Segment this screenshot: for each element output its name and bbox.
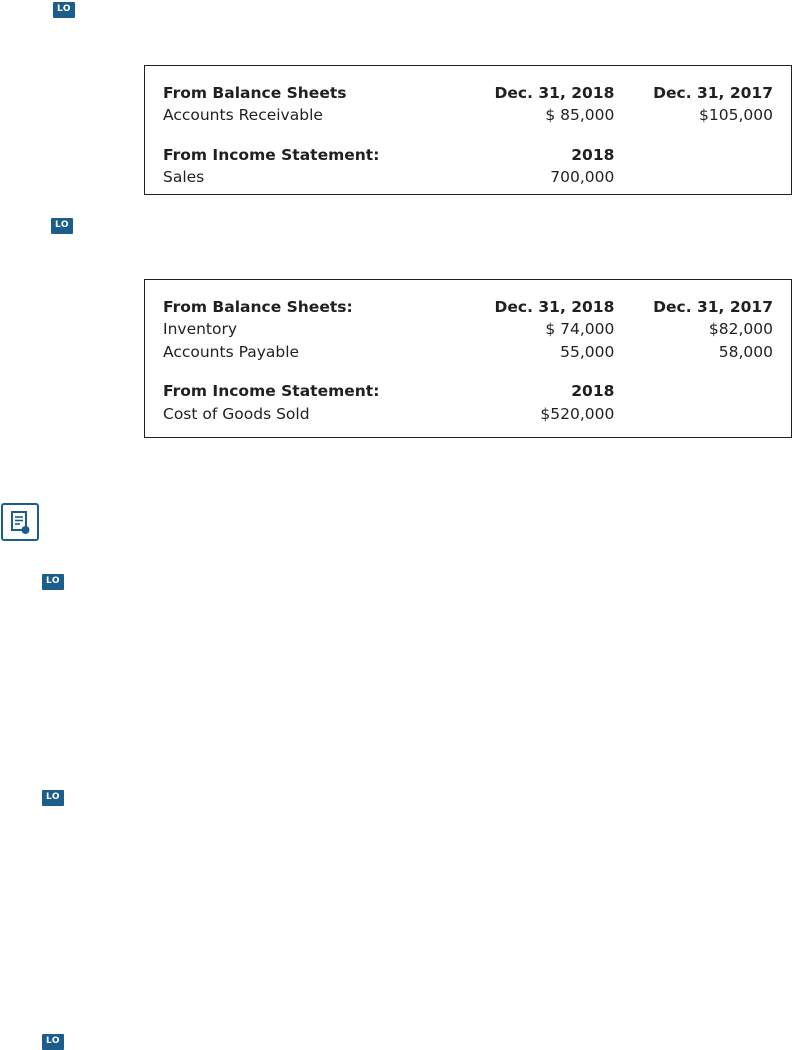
row-value-2017	[614, 127, 773, 144]
row-label: From Balance Sheets	[163, 84, 347, 102]
exhibit-accounts-receivable	[144, 65, 792, 195]
table-row	[163, 82, 773, 104]
table-spacer-row	[163, 127, 773, 144]
row-value-2017: $105,000	[699, 106, 773, 125]
row-value-2018: 2018	[571, 382, 615, 401]
document-report-icon[interactable]	[1, 503, 39, 541]
table-row	[163, 166, 773, 188]
row-label: Accounts Receivable	[163, 106, 323, 125]
table-row	[163, 144, 773, 166]
table-spacer-row	[163, 363, 773, 380]
learning-objective-badge-3: LO	[42, 574, 64, 590]
row-value-2018: $ 74,000	[545, 320, 615, 339]
learning-objective-badge-1: LO	[53, 2, 75, 18]
exhibit-inventory-payables	[144, 279, 792, 438]
learning-objective-badge-5: LO	[42, 1034, 64, 1050]
row-label: From Income Statement:	[163, 145, 380, 164]
learning-objective-badge-4: LO	[42, 790, 64, 806]
financial-data-table	[163, 82, 773, 189]
row-value-2017: Dec. 31, 2017	[653, 84, 773, 102]
row-value-2018	[456, 127, 615, 144]
row-label: Accounts Payable	[163, 342, 300, 361]
table-row	[163, 104, 773, 126]
financial-data-table	[163, 296, 773, 425]
row-value-2018: Dec. 31, 2018	[494, 298, 615, 316]
row-value-2018: 55,000	[560, 342, 615, 361]
row-value-2018	[456, 363, 615, 380]
table-row	[163, 403, 773, 425]
row-value-2017	[614, 144, 773, 166]
row-label: Inventory	[163, 320, 238, 339]
table-row	[163, 341, 773, 363]
row-value-2017	[614, 380, 773, 402]
exhibit-body	[145, 66, 791, 203]
row-label: Sales	[163, 168, 205, 187]
row-value-2017	[614, 363, 773, 380]
row-value-2018: Dec. 31, 2018	[494, 84, 615, 102]
row-value-2017	[614, 166, 773, 188]
row-label	[163, 363, 456, 380]
row-value-2017: 58,000	[718, 342, 773, 361]
row-label: From Balance Sheets:	[163, 298, 353, 316]
learning-objective-badge-2: LO	[51, 218, 73, 234]
row-value-2018: $ 85,000	[545, 106, 615, 125]
row-value-2018: 2018	[571, 145, 615, 164]
row-label: Cost of Goods Sold	[163, 404, 310, 423]
table-row	[163, 318, 773, 340]
row-value-2018: 700,000	[550, 168, 615, 187]
row-label: From Income Statement:	[163, 382, 380, 401]
row-value-2017	[614, 403, 773, 425]
row-value-2018: $520,000	[540, 404, 615, 423]
exhibit-body	[145, 280, 791, 439]
row-value-2017: Dec. 31, 2017	[653, 298, 773, 316]
table-row	[163, 296, 773, 318]
row-value-2017: $82,000	[708, 320, 773, 339]
row-label	[163, 127, 456, 144]
table-row	[163, 380, 773, 402]
